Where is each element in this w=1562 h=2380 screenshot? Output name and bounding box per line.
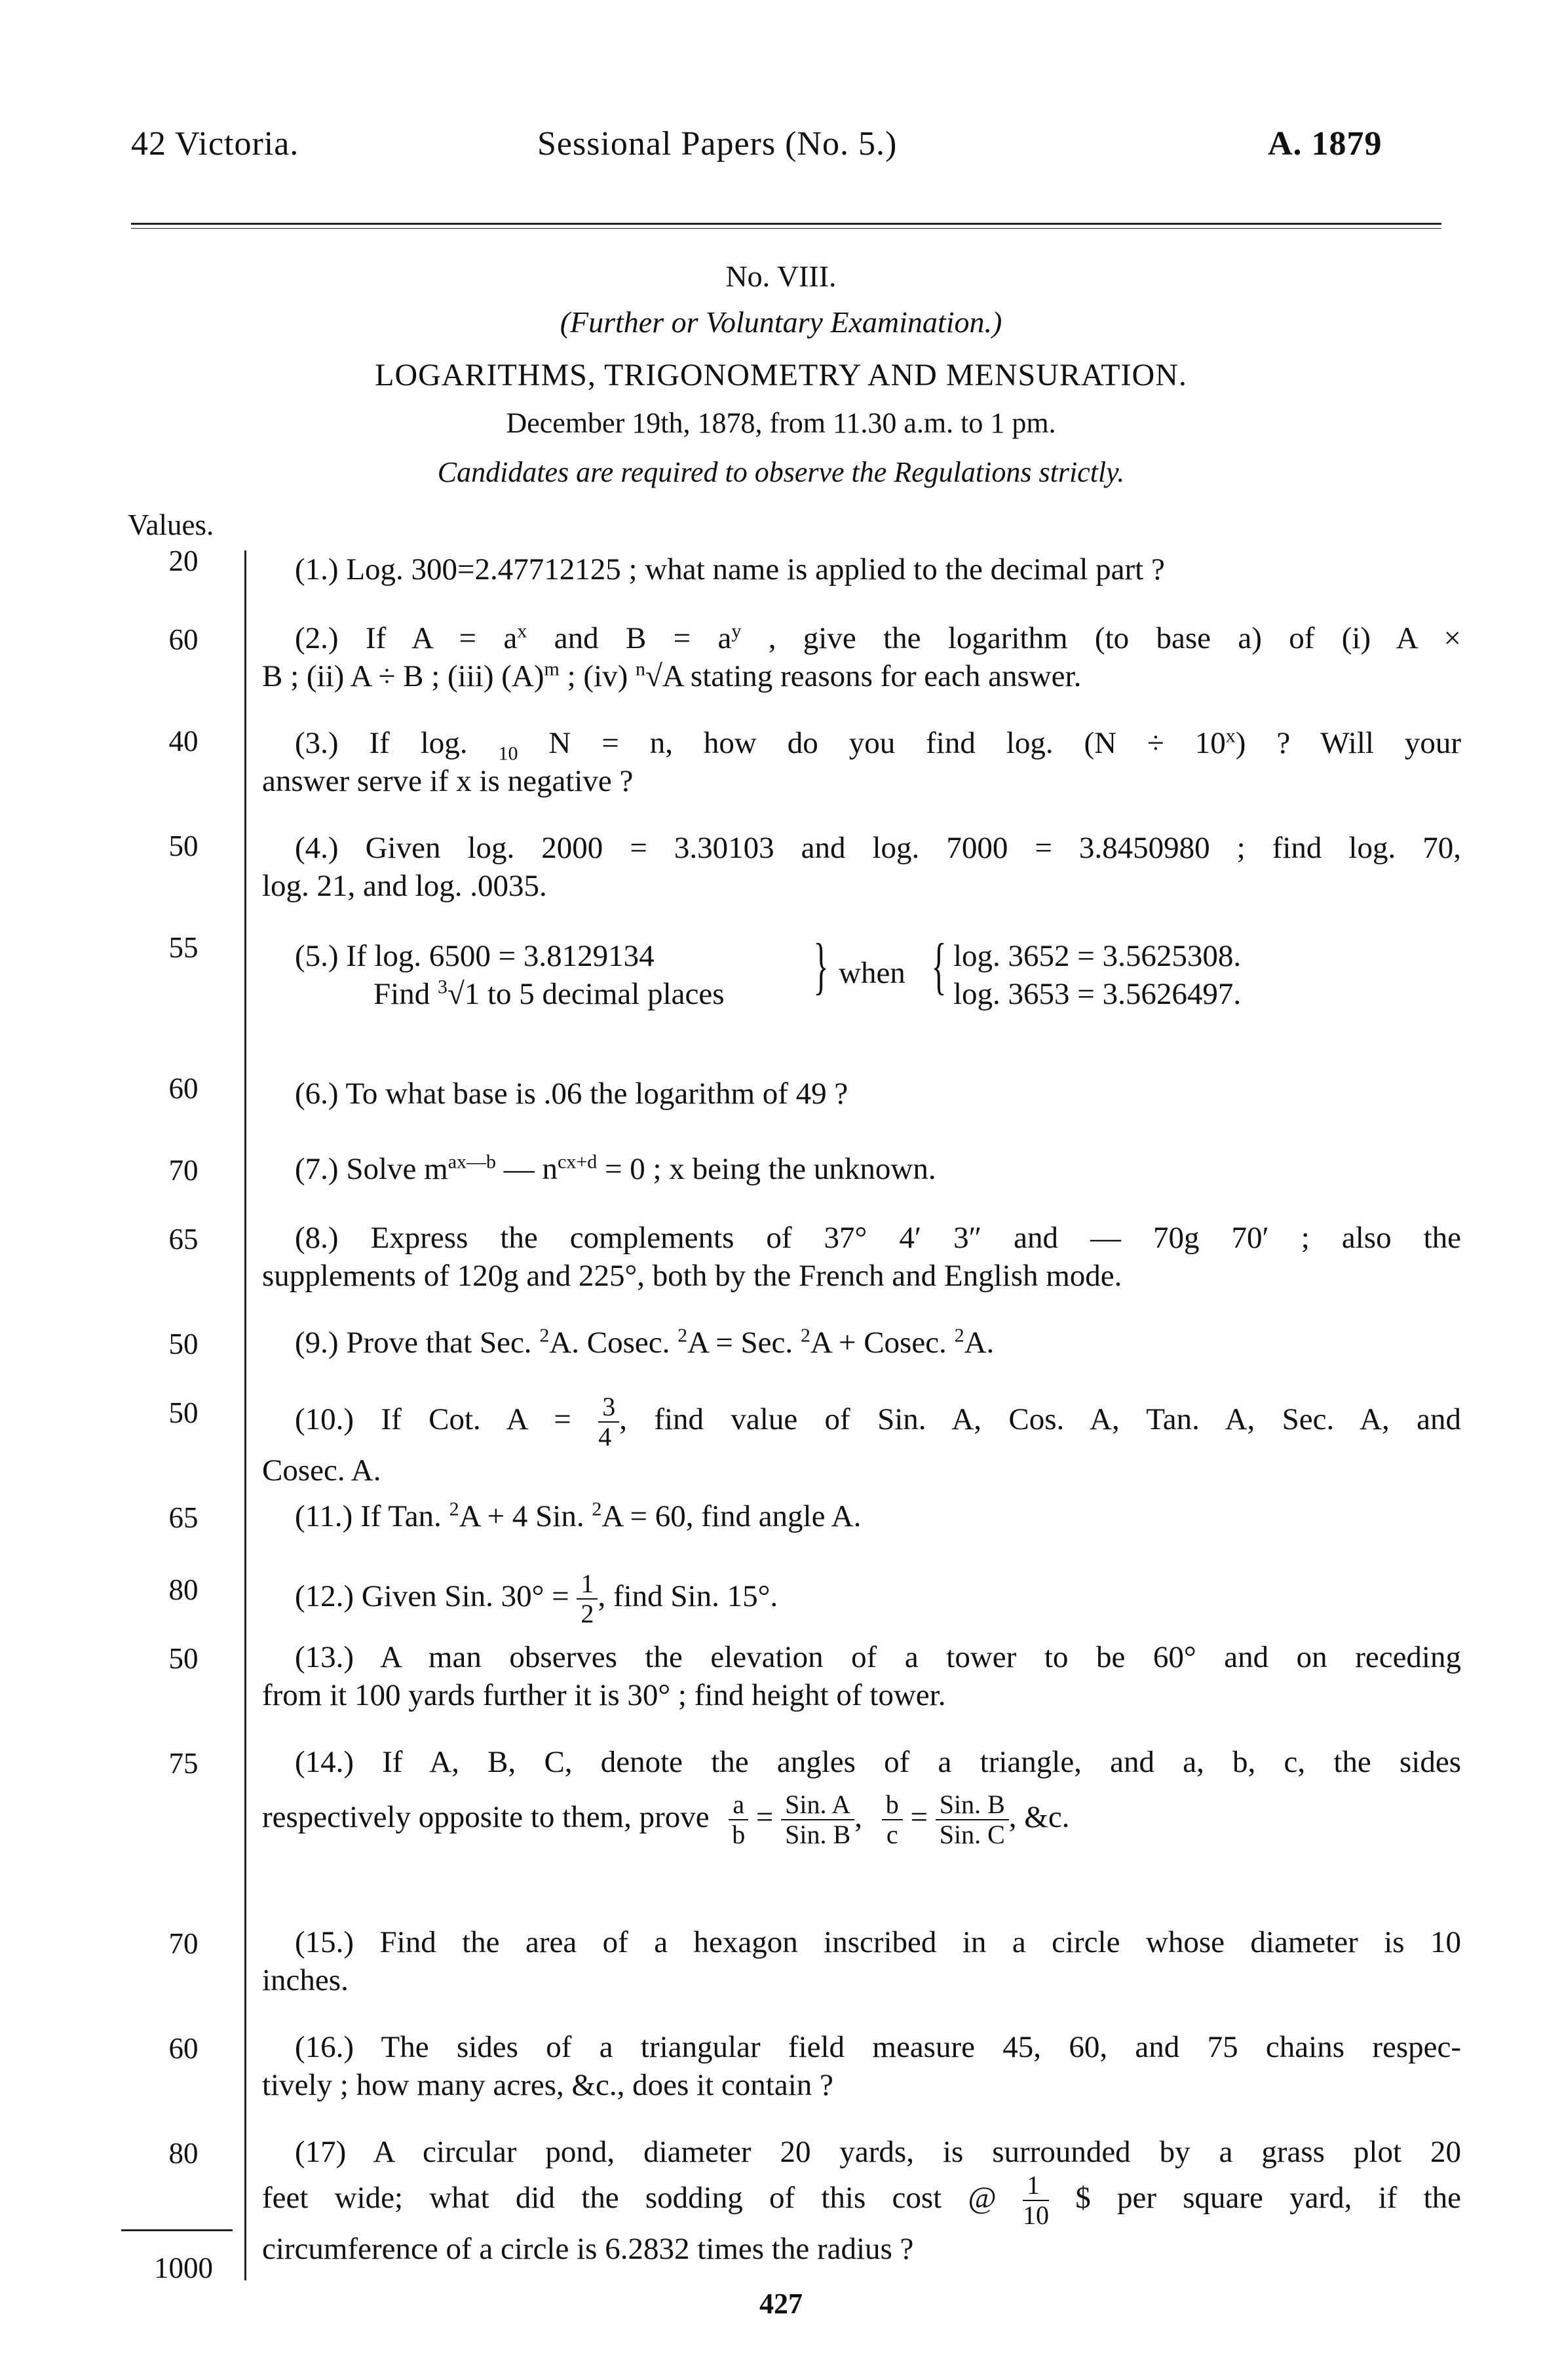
value-q16: 60 [168,2032,199,2065]
question-3: (3.) If log. $_{10}$ N = n, how do you find log. $(N \div 10^x)$ ? Will your answer serve if x is negative ? [262,725,1462,798]
question-12: (12.) Given Sin. 30° = $\frac{1}{2}$ , find Sin. 15°. [295,1569,778,1628]
total-rule [121,2229,233,2231]
exam-subject: LOGARITHMS, TRIGONOMETRY AND MENSURATION. [375,358,1187,393]
question-15: (15.) Find the area of a hexagon inscribed in a circle whose diameter is 10 inches. [262,1925,1462,1997]
value-q11: 65 [168,1501,199,1534]
value-q17: 80 [168,2137,199,2170]
exam-subtitle: (Further or Voluntary Examination.) [560,305,1002,339]
header-left: 42 Victoria. [131,125,299,163]
value-q4: 50 [168,830,199,862]
question-17: (17) A circular pond, diameter 20 yards, is surrounded by a grass plot 20 feet wide; what did the sodding of this cost @ $\frac{1}{10}$ $ per square yard, if the circumference of a circle is 6.2832 times the radius ? [262,2135,1461,2266]
question-4: (4.) Given log. 2000 = 3.30103 and log. 7000 = 3.8450980 ; find log. 70, log. 21, and log. .0035. [262,831,1462,903]
header-right: A. 1879 [1268,125,1382,163]
value-q14: 75 [168,1747,199,1780]
values-divider [244,550,246,2280]
question-9: (9.) Prove that Sec. $^2$A. Cosec. $^2$A = Sec. $^2$A + Cosec. $^2$A. [295,1324,995,1360]
value-q15: 70 [168,1927,199,1960]
header-rule-thin [131,228,1441,229]
question-11: (11.) If Tan. $^2$A + 4 Sin. $^2$A = 60, find angle A. [295,1498,862,1533]
page-number: 427 [759,2288,803,2320]
value-q5: 55 [168,931,199,964]
exam-date: December 19th, 1878, from 11.30 a.m. to 1 pm. [506,407,1056,439]
value-q13: 50 [168,1642,199,1675]
question-5: (5.) If log. 6500 = 3.8129134 Find $^3$√1 to 5 decimal places } when { log. 3652 = 3.5625308. log. 3653 = 3.5626497. [295,931,1242,1011]
exam-instructions: Candidates are required to observe the Regulations strictly. [437,456,1125,488]
question-2: (2.) If $A = a^x$ and $B = a^y$ , give the logarithm (to base a) of (i) A × B ; (ii) A ÷ B ; (iii) $(A)^m$ ; (iv) $^n$√A stating reasons for each answer. [262,620,1462,693]
question-7: (7.) Solve $m^{ax—b}$ — $n^{cx+d} = 0$ ; x being the unknown. [295,1151,936,1186]
question-6: (6.) To what base is .06 the logarithm of 49 ? [295,1077,848,1111]
value-q7: 70 [168,1154,199,1187]
value-q2: 60 [168,623,199,656]
value-total: 1000 [154,2252,213,2284]
value-q10: 50 [168,1396,199,1429]
header-rule [131,223,1441,225]
value-q8: 65 [168,1223,199,1256]
value-q9: 50 [168,1328,199,1360]
question-10: (10.) If Cot. A = $\frac{3}{4}$ , find value of Sin. A, Cos. A, Tan. A, Sec. A, and Cosec. A. [262,1392,1461,1488]
values-heading: Values. [128,509,214,541]
header-center: Sessional Papers (No. 5.) [537,125,898,163]
exam-number: No. VIII. [725,259,837,293]
value-q1: 20 [168,545,199,577]
question-13: (13.) A man observes the elevation of a tower to be 60° and on receding from it 100 yards further it is 30° ; find height of tower. [262,1640,1461,1712]
value-q6: 60 [168,1072,199,1105]
question-16: (16.) The sides of a triangular field measure 45, 60, and 75 chains respec- tively ; how many acres, &c., does it contain ? [262,2030,1461,2102]
value-q3: 40 [168,725,199,758]
value-q12: 80 [168,1573,199,1606]
question-8: (8.) Express the complements of 37° 4′ 3″ and — 70g 70′ ; also the supplements of 120g and 225°, both by the French and English mode. [262,1221,1461,1293]
question-1: (1.) Log. 300=2.47712125 ; what name is applied to the decimal part ? [295,552,1165,586]
question-14: (14.) If A, B, C, denote the angles of a triangle, and a, b, c, the sides respectively opposite to them, prove $\frac{a}{b}$ = $\frac{\text{Sin. A}}{\text{Sin. B}}$ , $\frac{b}{c}$ = $\frac{\text{Sin. B}}{\text{Sin. C}}$ , &c. [262,1745,1461,1849]
